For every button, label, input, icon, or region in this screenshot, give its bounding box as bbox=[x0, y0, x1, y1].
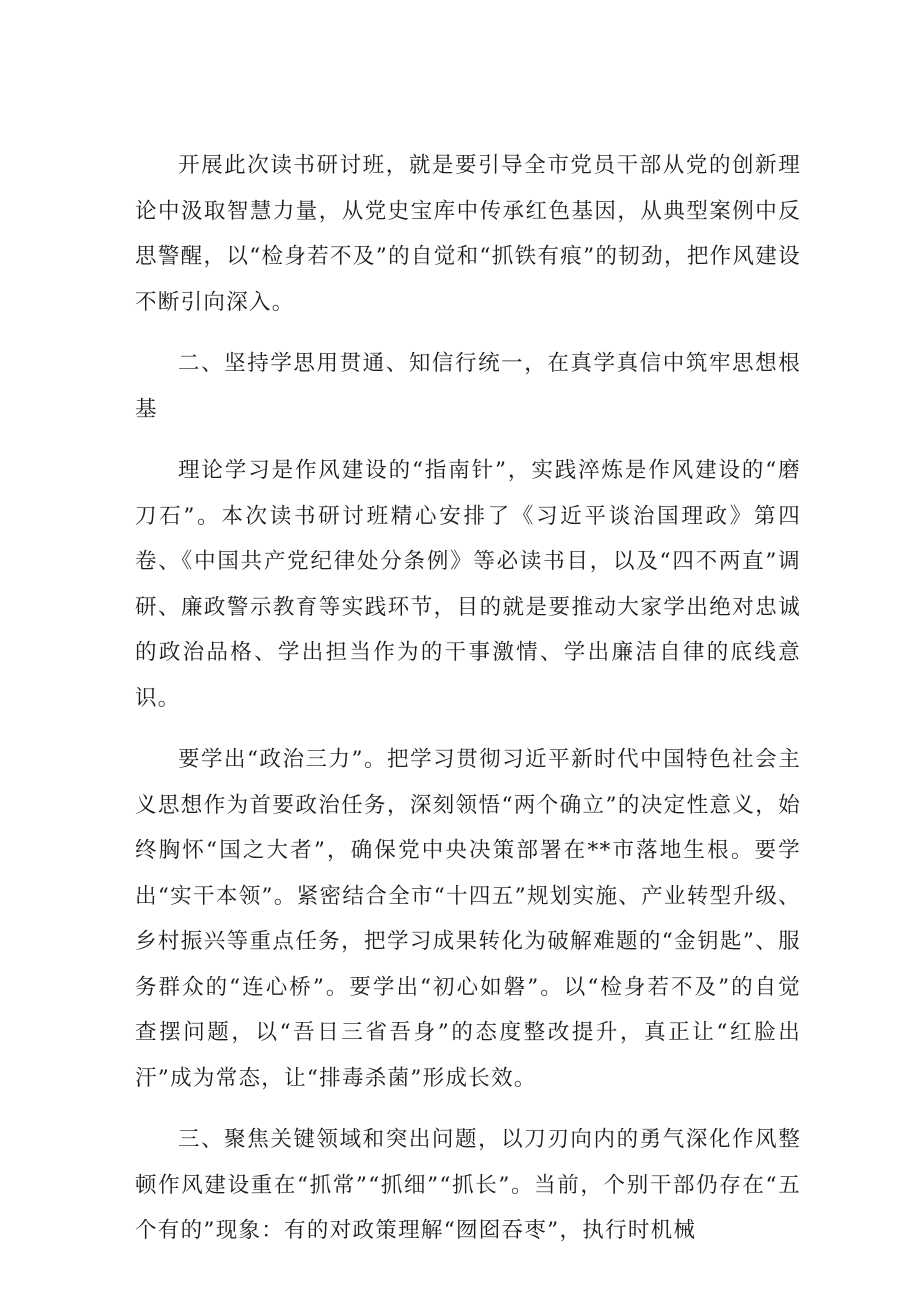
document-body bbox=[135, 143, 801, 1254]
paragraph-intro: 开展此次读书研讨班，就是要引导全市党员干部从党的创新理论中汲取智慧力量，从党史宝库中传承红色基因，从典型案例中反思警醒，以“检身若不及”的自觉和“抓铁有痕”的韧劲，把作风建设不断引向深入。 bbox=[135, 153, 801, 315]
paragraph-theory-study: 理论学习是作风建设的“指南针”，实践淬炼是作风建设的“磨刀石”。本次读书研讨班精心安排了《习近平谈治国理政》第四卷、《中国共产党纪律处分条例》等必读书目，以及“四不两直”调研、廉政警示教育等实践环节，目的就是要推动大家学出绝对忠诚的政治品格、学出担当作为的干事激情、学出廉洁自律的底线意识。 bbox=[135, 458, 801, 711]
paragraph-three-learnings: 要学出“政治三力”。把学习贯彻习近平新时代中国特色社会主义思想作为首要政治任务，深刻领悟“两个确立”的决定性意义，始终胸怀“国之大者”，确保党中央决策部署在**市落地生根。要学出“实干本领”。紧密结合全市“十四五”规划实施、产业转型升级、乡村振兴等重点任务，把学习成果转化为破解难题的“金钥匙”、服务群众的“连心桥”。要学出“初心如磐”。以“检身若不及”的自觉查摆问题，以“吾日三省吾身”的态度整改提升，真正让“红脸出汗”成为常态，让“排毒杀菌”形成长效。 bbox=[135, 747, 801, 1091]
section-heading-2: 二、坚持学思用贯通、知信行统一，在真学真信中筑牢思想根基 bbox=[135, 351, 801, 422]
paragraph-section-3: 三、聚焦关键领域和突出问题，以刀刃向内的勇气深化作风整顿作风建设重在“抓常”“抓细”“抓长”。当前，个别干部仍存在“五个有的”现象：有的对政策理解“囫囵吞枣”，执行时机械 bbox=[135, 1127, 801, 1243]
